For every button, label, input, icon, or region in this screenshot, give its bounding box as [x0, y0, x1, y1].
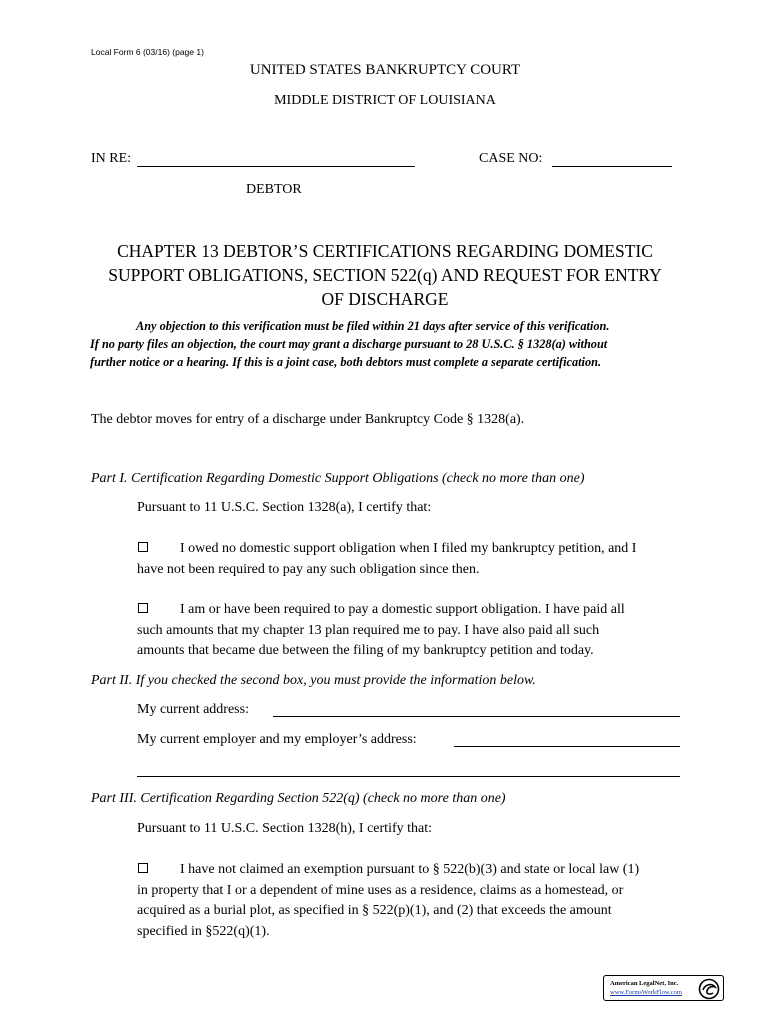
- legalnet-logo-icon: [698, 978, 720, 1000]
- p1o2-line-3: amounts that became due between the filing of my bankruptcy petition and today.: [137, 643, 594, 658]
- title-line-2: SUPPORT OBLIGATIONS, SECTION 522(q) AND REQUEST FOR ENTRY: [108, 265, 662, 285]
- objection-notice: [90, 317, 690, 371]
- p1o2-line-2: such amounts that my chapter 13 plan required me to pay. I have also paid all such: [137, 622, 600, 638]
- part2-heading: Part II. If you checked the second box, you must provide the information below.: [91, 673, 536, 688]
- district-name: MIDDLE DISTRICT OF LOUISIANA: [274, 93, 496, 108]
- p3o1-line-1: I have not claimed an exemption pursuant to § 522(b)(3) and state or local law (1): [180, 862, 640, 877]
- employer-address-field[interactable]: [137, 776, 680, 777]
- form-id: Local Form 6 (03/16) (page 1): [91, 47, 204, 57]
- court-name: UNITED STATES BANKRUPTCY COURT: [249, 62, 521, 78]
- part3-option1-text: [137, 860, 682, 942]
- p3o1-line-2: in property that I or a dependent of mine uses as a residence, claims as a homestead, or: [137, 882, 624, 898]
- p1o1-line-2: have not been required to pay any such obligation since then.: [137, 561, 480, 577]
- in-re-label: IN RE:: [91, 151, 132, 166]
- employer-label: My current employer and my employer’s address:: [137, 732, 417, 747]
- p1o2-line-1: I am or have been required to pay a domestic support obligation. I have paid all: [180, 602, 625, 617]
- title-line-3: OF DISCHARGE: [321, 289, 449, 309]
- part1-option1-text: [137, 539, 682, 580]
- notice-line-3: further notice or a hearing. If this is a joint case, both debtors must complete a separate certification.: [90, 355, 602, 369]
- notice-line-1: Any objection to this verification must be filed within 21 days after service of this verification.: [136, 319, 610, 333]
- address-label: My current address:: [137, 702, 249, 717]
- part3-heading: Part III. Certification Regarding Section 522(q) (check no more than one): [91, 791, 506, 806]
- part1-option2-text: [137, 600, 682, 662]
- motion-statement: The debtor moves for entry of a discharge under Bankruptcy Code § 1328(a).: [91, 412, 525, 427]
- case-no-label: CASE NO:: [479, 151, 543, 166]
- vendor-badge: [603, 975, 724, 1001]
- part3-pursuant: Pursuant to 11 U.S.C. Section 1328(h), I certify that:: [137, 821, 432, 836]
- address-field[interactable]: [273, 716, 680, 717]
- in-re-field[interactable]: [137, 166, 415, 167]
- vendor-url[interactable]: www.FormsWorkFlow.com: [610, 989, 682, 996]
- p1o1-line-1: I owed no domestic support obligation when I filed my bankruptcy petition, and I: [180, 541, 637, 556]
- debtor-label: DEBTOR: [246, 182, 302, 197]
- document-title: [60, 239, 710, 311]
- part1-pursuant: Pursuant to 11 U.S.C. Section 1328(a), I certify that:: [137, 500, 432, 515]
- notice-line-2: If no party files an objection, the court may grant a discharge pursuant to 28 U.S.C. § 1328(a) without: [90, 337, 608, 351]
- p3o1-line-4: specified in §522(q)(1).: [137, 923, 270, 939]
- p3o1-line-3: acquired as a burial plot, as specified in § 522(p)(1), and (2) that exceeds the amount: [137, 903, 612, 918]
- vendor-name: American LegalNet, Inc.: [610, 980, 679, 987]
- part1-heading: Part I. Certification Regarding Domestic Support Obligations (check no more than one): [91, 471, 585, 486]
- employer-field[interactable]: [454, 746, 680, 747]
- title-line-1: CHAPTER 13 DEBTOR’S CERTIFICATIONS REGARDING DOMESTIC: [117, 241, 653, 261]
- case-no-field[interactable]: [552, 166, 672, 167]
